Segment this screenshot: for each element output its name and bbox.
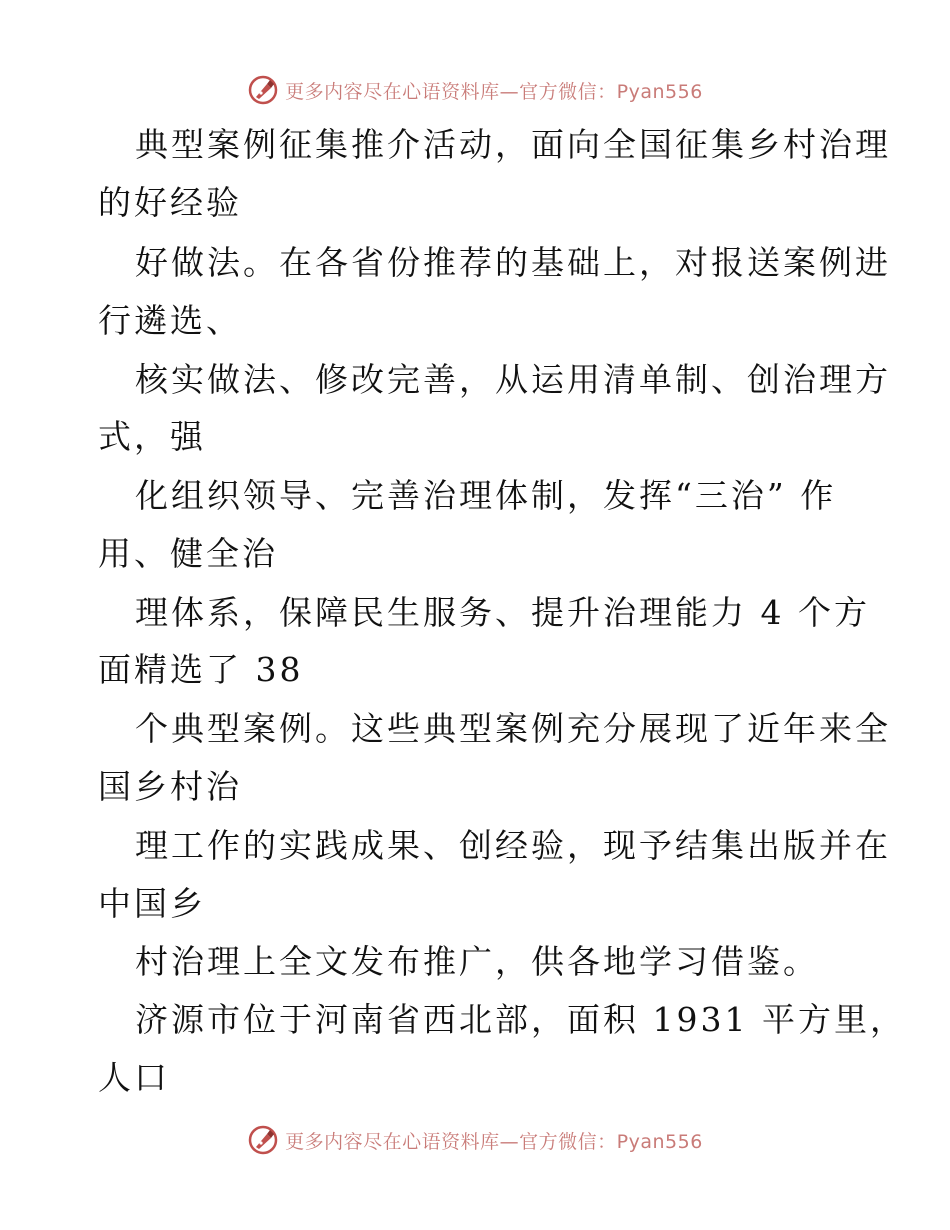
body-line: 理体系，保障民生服务、提升治理能力 4 个方 (135, 593, 870, 632)
pen-nib-logo-icon (247, 74, 279, 106)
body-line: 面精选了 38 (98, 650, 304, 689)
body-line: 行遴选、 (98, 301, 242, 340)
body-line: 好做法。在各省份推荐的基础上，对报送案例进 (135, 243, 891, 282)
footer-banner (0, 1120, 950, 1160)
body-line: 核实做法、修改完善，从运用清单制、创治理方 (135, 360, 891, 399)
footer-banner-text: 更多内容尽在心语资料库—官方微信：Pyan556 (285, 1130, 703, 1153)
body-line: 的好经验 (98, 183, 242, 222)
body-line: 用、健全治 (98, 534, 278, 573)
body-line: 典型案例征集推介活动，面向全国征集乡村治理 (135, 125, 891, 164)
body-line: 济源市位于河南省西北部，面积 1931 平方里， (135, 1000, 906, 1039)
pen-nib-logo-icon (247, 1124, 279, 1156)
body-line: 式，强 (98, 417, 206, 456)
header-banner (0, 70, 950, 110)
body-line: 国乡村治 (98, 767, 242, 806)
header-banner-text: 更多内容尽在心语资料库—官方微信：Pyan556 (285, 80, 703, 103)
body-line: 村治理上全文发布推广，供各地学习借鉴。 (135, 942, 819, 981)
body-line: 中国乡 (98, 884, 206, 923)
body-line: 个典型案例。这些典型案例充分展现了近年来全 (135, 709, 891, 748)
body-line: 理工作的实践成果、创经验，现予结集出版并在 (135, 826, 891, 865)
body-line: 人口 (98, 1058, 170, 1097)
body-line: 化组织领导、完善治理体制，发挥“三治” 作 (135, 476, 837, 515)
